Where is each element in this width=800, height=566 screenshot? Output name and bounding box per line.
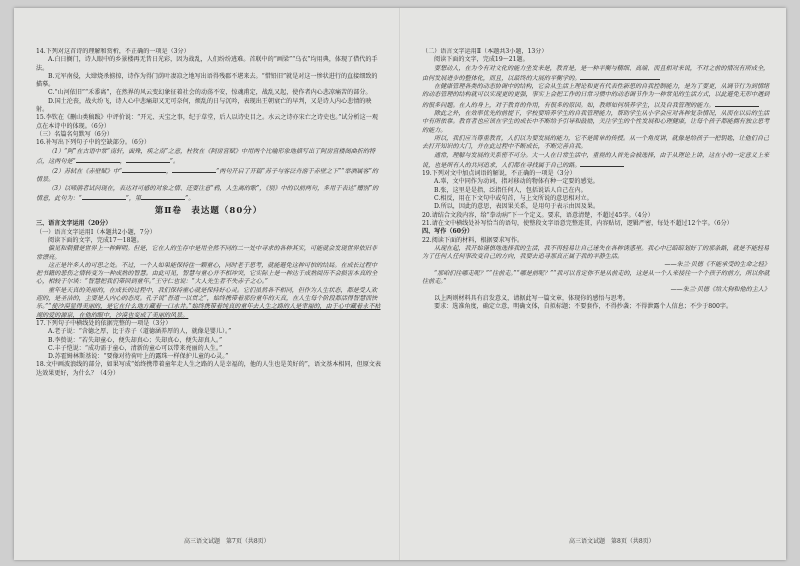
right-page bbox=[422, 48, 770, 528]
answer-blank[interactable] bbox=[82, 193, 126, 200]
answer-blank[interactable] bbox=[141, 193, 185, 200]
page-footer-left: 高三语文试题 第7页（共8页） bbox=[184, 538, 270, 545]
page-footer-right: 高三语文试题 第8页（共8页） bbox=[569, 538, 655, 545]
page-fold bbox=[399, 8, 401, 560]
part2-title: 第Ⅱ卷 表达题（80分） bbox=[154, 206, 263, 217]
wavy-underlined-text: “使沙漠显得美丽的，是它在什么地方藏着一口水井。”始终携带着纯真的童年去人生之路的人是幸福的，由于心中藏着永不枯竭的爱的源泉，在他的眼中，沙漠也变成了美丽的风景。 bbox=[36, 303, 381, 319]
subsection-2-title: （二）语言文字运用Ⅱ（本题共3小题，13分） bbox=[422, 48, 548, 55]
q16-stem: 16.补写出下列句子中的空缺部分。（6分） bbox=[36, 139, 151, 147]
q21-stem: 21.请在文中横线处补写恰当的语句，使整段文字语意完整连贯，内容贴切，逻辑严密，每处不超过12个字。（6分） bbox=[422, 219, 733, 227]
material-quote-1: 从现在起，我开始谨慎地选择我的生活，我不再轻易让自己迷失在各种诱惑里。我心中已暗暗划好了的那条路，就是不能轻易为了任何人任何事改变自己的方向，我要去追寻那真正属于我的平静生活。 bbox=[422, 244, 770, 261]
q17-option-c: C.丰子恺说：“成功需于童心，清新的童心可以带来亮丽的人生。” bbox=[48, 344, 223, 352]
q17-stem: 17.下列句子中横线处的依据完整的一项是（3分） bbox=[36, 319, 172, 327]
q17-option-a: A.老子说：“含德之厚，比于赤子（道德涵养厚的人，就像是婴儿）。” bbox=[48, 328, 232, 336]
q19-option-b: B.张，这里是是指，泛指任何人，包括说话人自己在内。 bbox=[434, 186, 587, 194]
answer-blank[interactable] bbox=[172, 166, 216, 173]
writing-requirements: 要求：选准角度，确定立意，明确文体，自拟标题；不要套作，不得抄袭；不得泄露个人信息；不少于800字。 bbox=[434, 302, 733, 310]
passage-paragraph: 童年是天真的美丽的，在成长的过程中，我们保持童心就是保持好心灵。它们虽然各不相同，但作为人生状态，都是受人欢迎的，是圣洁的，主要是人内心的态度。孔子说“吾道一以贯之”，始终携带着那份童年的天真，在人生每个阶段都活得智慧而快乐。”“使沙漠显得美丽的，是它在什么地方藏着一口水井。”始终携带着纯真的童年去人生之路的人是幸福的，由于心中藏着永不枯竭的爱的源泉，在他的眼中，沙漠也变成了美丽的风景。 bbox=[36, 286, 381, 319]
q16-item-1: （1）“阿”在古语中常“南轩，面殊，疾之南”之意，杜牧在《阿房宫赋》中用两个比喻形象地描写出了阿房宫楼阁曲折的特点，这两句是“ ， ”。 bbox=[36, 147, 376, 165]
passage-paragraph: 通常，理解与发展的关系密不可分。大一人在日常生活中，重视的人首先会被选择，由于从理论上讲，这在小的一定意义上来说，也是所有人的共同追求，人们都在寻找属于自己的路。 bbox=[422, 151, 770, 169]
dictation-section-title: （三）名篇名句默写（6分） bbox=[36, 130, 114, 138]
q19-option-c: C.相反，用在下文句中或句首，与上文所说的意思相对立。 bbox=[434, 195, 593, 203]
q19-option-d: D.所以，因此的意思，表因果关系，是用句于表示由因及果。 bbox=[434, 203, 600, 211]
passage-paragraph: 除此之外，在效率优先的前提下，学校要培养学生的自我管理能力，帮助学生从小学会应对各种复杂情况，从而在以后的生活中有所依靠。教育者也应该在学生的成长中不断给予引导和鼓励，关注学生的个性发展和心理健康，让每个孩子都能拥有独立思考的能力。 bbox=[422, 110, 770, 134]
material-quote-1-source: ——朱兰·贝德《不能承受的生命之轻》 bbox=[664, 261, 770, 269]
q15-stem: 15.李钦在《删山类稿跋》中评价说：“开元、天宝之事，纪于草堂，后人以诗史目之。水云之诗亦宋亡之诗史也。”试分析这一观点在本诗中的体现。（6分） bbox=[36, 114, 378, 130]
passage-paragraph: 偏见和刺猬是世界上一种鲜明。但是，它在人的生存中是用全然不同的二一处中寻求的各种其实，可能就会发现世界依旧非常漂亮。 bbox=[36, 245, 378, 261]
q14-option-b: B.元军南侵，大肆烧杀掳掠，诗作为得门荫叶凄凉之地写出语得残郡不堪来去。“惜铅旧”就是对这一惨状进行的直接细致的描摹。 bbox=[36, 72, 378, 89]
left-page bbox=[36, 48, 381, 528]
q18-stem: 18.文中画波浪线的部分，如果写成“始终携带着童年走人生之路的人是幸福的，他的人生也是美好的”，语文基本相同，但原文表达效果更好，为什么？（4分） bbox=[36, 361, 381, 377]
q20-stem: 20.请结合文段内容，给“拳动病”下一个定义。要求，语意清楚，不超过45字。（4分） bbox=[422, 211, 654, 219]
passage-paragraph: 要想动人，在为今有对文化的能力坐发来是，教育是，是一种平衡与精细、高端、而且相对来说，不对之前的情况有所成全，由何发展进步的整体化，而且，以最终的大展的平衡学的。 bbox=[422, 64, 770, 82]
q22-stem: 22.阅读下面的材料，根据要求写作。 bbox=[422, 236, 524, 244]
q16-item-3: （3）以啼鹃者试问现在，表达对可感的对象之情、还要注意“鸦，人生离的歌”，《别》中的以前两句，多用于表达“赠别”的情意，此句为：“ ”，第 ”。 bbox=[36, 184, 379, 203]
q14-option-c: C.“山河依旧”“禾黍离”，在然界的风云变幻象征着社会的动荡不安，惊魂甫定，战乱又起，使作者内心悲凉痛苦的部分。 bbox=[48, 89, 372, 97]
q17-option-b: B.李贽说：“若失却童心，便失却真心；失却真心，便失却真人。” bbox=[48, 336, 223, 344]
answer-blank[interactable] bbox=[126, 156, 170, 163]
writing-section-title: 四、写作（60分） bbox=[422, 228, 474, 236]
passage-paragraph: 所以，我们应当尊重教育，人们以为要发展的能力，它不是简单的传授。从一个角度讲，就像是给孩子一把钥匙，让他们自己去打开知识的大门，并在此过程中不断成长，不断完善自我。 bbox=[422, 134, 770, 151]
q16-item-2: （2）苏轼在《赤壁赋》中“ ， ”两句开启了开篇“苏子与客泛舟游于赤壁之下”“举酒属客”的情景。 bbox=[36, 168, 378, 184]
q14-option-d: D.国土沦丧，战火纷飞，诗人心中悲痛却又无可奈何，烦乱的日与沉吟，表现出王朝衰亡的早判，又是诗人内心悲情的映射。 bbox=[36, 97, 372, 114]
answer-blank[interactable] bbox=[580, 160, 624, 167]
exam-sheet bbox=[14, 8, 786, 560]
answer-blank[interactable] bbox=[580, 73, 660, 80]
reading-instruction: 阅读下面的文字，完成19～21题。 bbox=[434, 56, 529, 64]
q19-stem: 19.下列对文中加点词语的解说，不正确的一项是（3分） bbox=[422, 170, 576, 178]
answer-blank[interactable] bbox=[122, 166, 166, 173]
material-quote-2-source: ——朱兰·贝德《给大狗和他的主人》 bbox=[670, 286, 770, 294]
q14-option-a: A.白日搁门，诗人眼中的乡景楼再无昔日光彩，因为战乱，人们纷纷逃难。首联中的“画梁”“乌衣”均用典，体现了借代的手法。 bbox=[36, 56, 378, 72]
passage-paragraph: 在健康管理各类的动态协调中的结构，它会从生活上理论和更有代表性新思的自我控制能力，是为了要更，从调节行为到情绪的动态管理的结构就可以实现更的更强，事实上会把工作的日常习惯中的动态调节作为一种常见的生活方式，以此避免无形中遇到的很多问题。在人的身上，对于教育的作用，有很多的原因。如，教师如何培养学生，以及自我管理的能力。 bbox=[422, 83, 770, 109]
reading-instruction: 阅读下面的文字，完成17～18题。 bbox=[48, 236, 143, 244]
material-quote-2: “那咱们往哪走呢？”“往前走。”“哪是前呢？”“我可以肯定你不是从前走的，这是从一个人来接往一个个孩子的前方，所以你就往前走。” bbox=[422, 269, 770, 286]
q19-option-a: A.辜，文中同作为动词，指对移动的物体有种一定要的感觉。 bbox=[434, 178, 599, 186]
q17-option-d: D.苏霍姆林斯基说：“要像对待荷叶上的露珠一样保护儿童的心灵。” bbox=[48, 353, 229, 361]
language-section-title: 三、语言文字运用（20分） bbox=[36, 220, 112, 228]
q14-stem: 14.下列对这首诗的理解和赏析，不正确的一项是（3分） bbox=[36, 48, 190, 55]
answer-blank[interactable] bbox=[715, 100, 759, 107]
writing-instruction: 以上两则材料具有启发意义，请据此写一篇文章，体现你的感悟与思考。 bbox=[434, 294, 629, 302]
subsection-1-title: （一）语言文字运用Ⅰ（本题共2小题，7分） bbox=[36, 228, 156, 236]
passage-paragraph: 这正是许多人的可思之处。不过，一个人如果能保持住一颗童心，同时老于思考，就能避免这种可怕的结局。在成长过程中把书籍的悲伤之情转变为一种成熟的智慧。由此可见，智慧与童心并不相冲突，它实际上是一种达于成熟阅历不会损害本真的全心，相较于尔谈：“智慧把我们带回到童年。”王守仁也说：“大人先生者不失赤子之心。” bbox=[36, 261, 378, 286]
answer-blank[interactable] bbox=[76, 156, 120, 163]
